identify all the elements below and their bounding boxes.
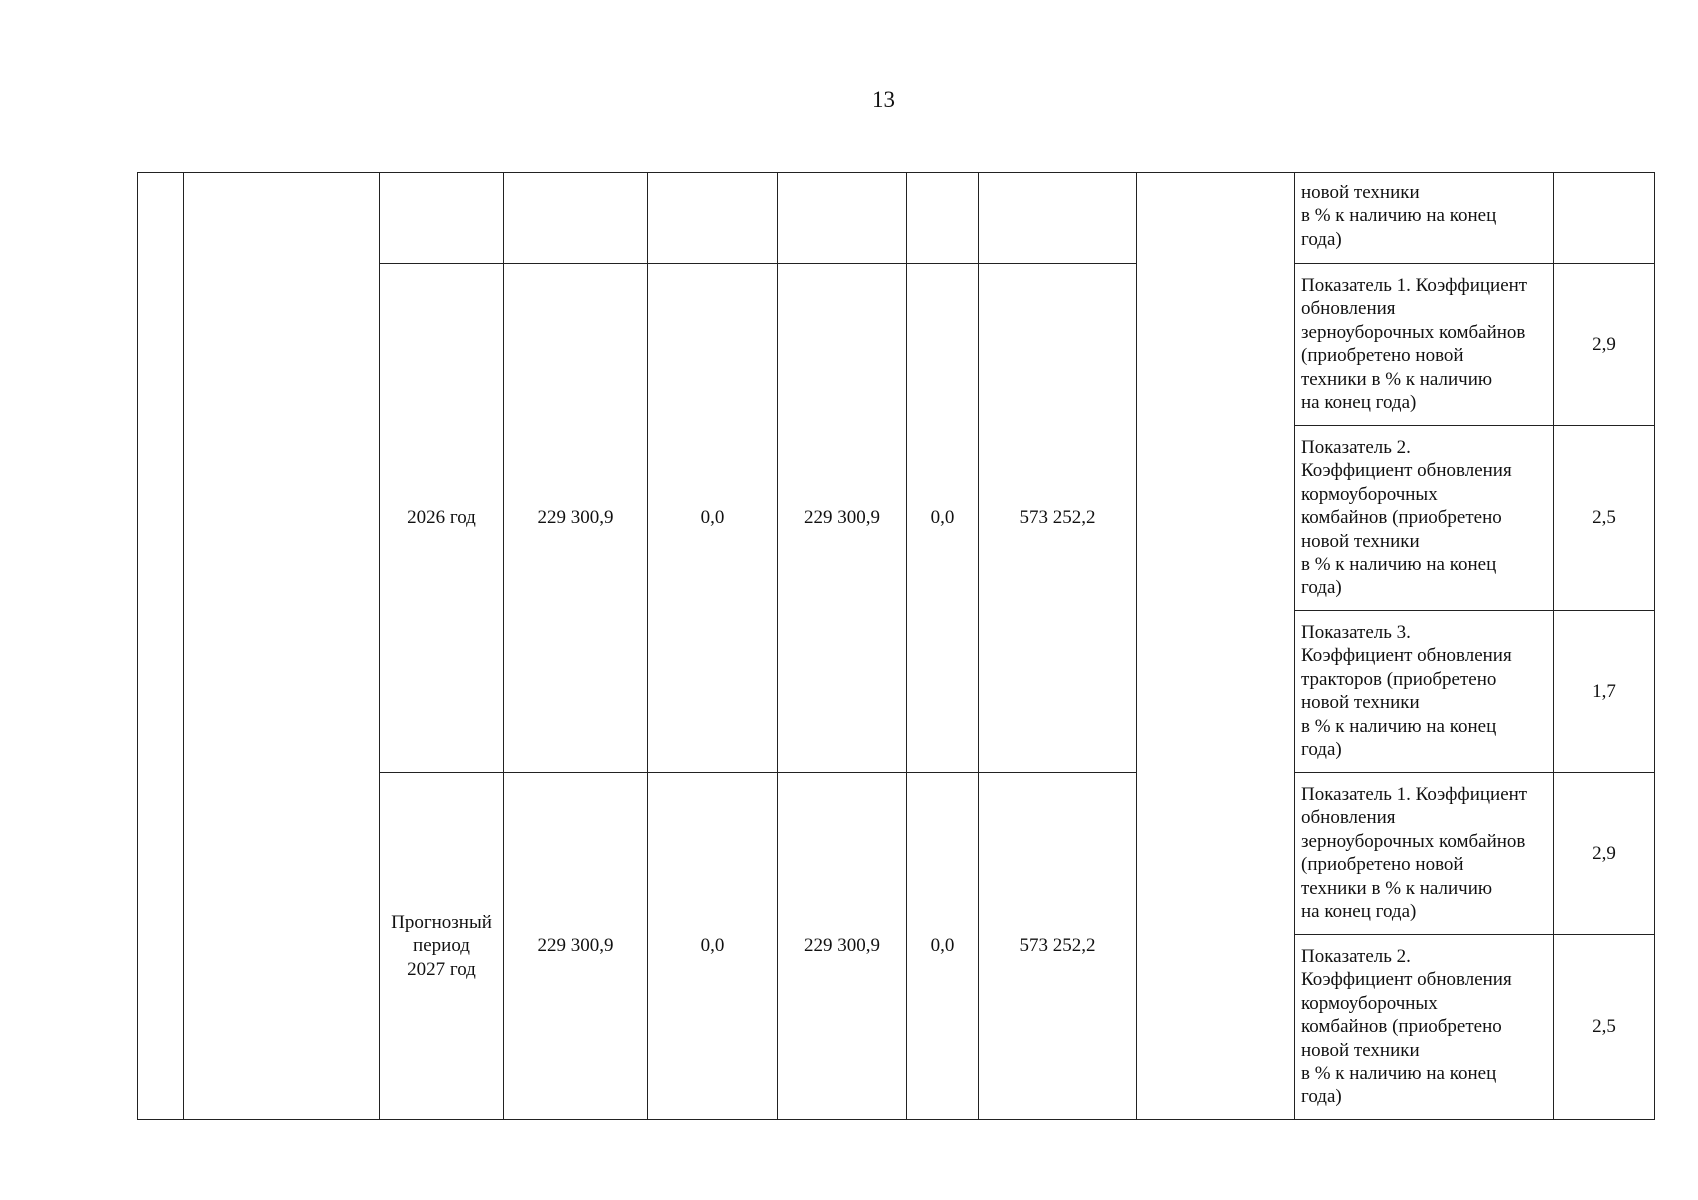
table-row [138,173,1655,264]
amount-regional-cell: 229 300,9 [778,773,907,1120]
executor-cell [1137,173,1295,1120]
amount-local-cell: 0,0 [907,264,979,773]
indicator-cell [1295,426,1554,611]
amount-total-cell [504,173,648,264]
amount-federal-cell: 0,0 [648,773,778,1120]
number-cell [138,173,184,1120]
amount-regional-cell: 229 300,9 [778,264,907,773]
indicator-value-cell: 2,9 [1554,773,1655,935]
amount-federal-cell: 0,0 [648,264,778,773]
measure-name-cell [184,173,380,1120]
indicator-value-cell: 2,5 [1554,426,1655,611]
indicator-cell [1295,264,1554,426]
indicator-value-cell [1554,173,1655,264]
period-cell [380,173,504,264]
period-cell: 2026 год [380,264,504,773]
indicator-cell [1295,773,1554,935]
indicator-cell [1295,173,1554,264]
amount-extra-cell: 573 252,2 [979,264,1137,773]
indicator-value-cell: 2,9 [1554,264,1655,426]
amount-federal-cell [648,173,778,264]
indicator-value-cell: 2,5 [1554,935,1655,1120]
amount-local-cell: 0,0 [907,773,979,1120]
indicator-text: Показатель 1. Коэффициент обновления зерноуборочных комбайнов (приобретено новой техники в % к наличию на конец года) [1301,275,1528,414]
amount-local-cell [907,173,979,264]
page-number: 13 [872,87,895,112]
amount-total-cell: 229 300,9 [504,773,648,1120]
indicator-text: Показатель 2. Коэффициент обновления кормоуборочных комбайнов (приобретено новой техники в % к наличию на конец года) [1301,437,1512,599]
indicator-text: Показатель 1. Коэффициент обновления зерноуборочных комбайнов (приобретено новой техники в % к наличию на конец года) [1301,784,1528,923]
indicator-text: новой техники в % к наличию на конец года) [1301,182,1497,250]
indicator-cell [1295,611,1554,773]
indicator-value-cell: 1,7 [1554,611,1655,773]
budget-indicators-table [137,172,1655,1120]
period-label: Прогнозный период 2027 год [391,911,492,980]
amount-extra-cell [979,173,1137,264]
amount-total-cell: 229 300,9 [504,264,648,773]
indicator-cell [1295,935,1554,1120]
indicator-text: Показатель 2. Коэффициент обновления кормоуборочных комбайнов (приобретено новой техники в % к наличию на конец года) [1301,946,1512,1108]
amount-extra-cell: 573 252,2 [979,773,1137,1120]
period-cell [380,773,504,1120]
amount-regional-cell [778,173,907,264]
indicator-text: Показатель 3. Коэффициент обновления тракторов (приобретено новой техники в % к наличию на конец года) [1301,622,1512,761]
